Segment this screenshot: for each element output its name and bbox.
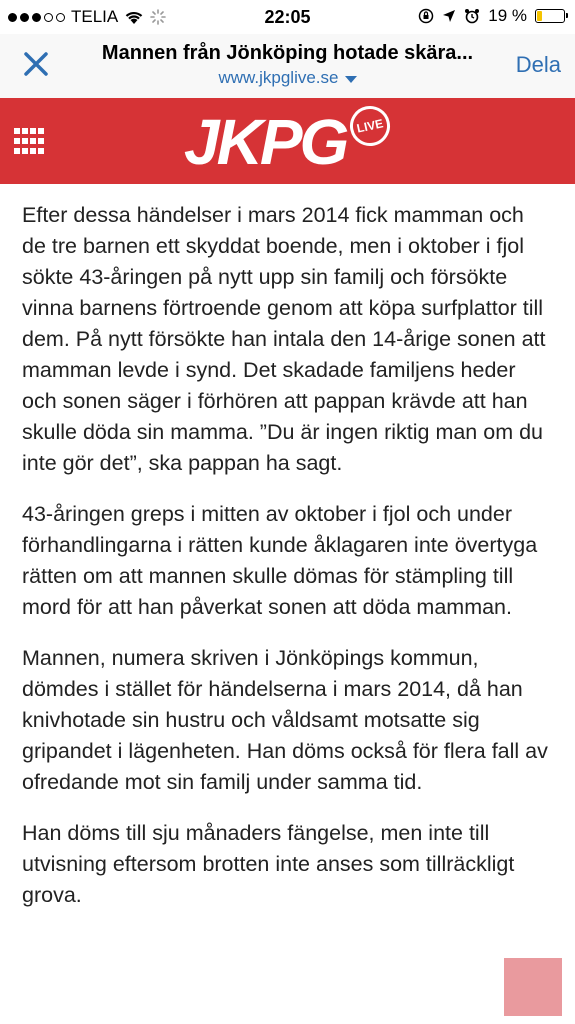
battery-percent: 19 % — [488, 6, 527, 25]
site-logo[interactable]: JKPG — [184, 106, 347, 178]
site-header — [0, 98, 575, 184]
floating-overlay-square[interactable] — [504, 958, 562, 1016]
status-right — [418, 6, 565, 26]
status-left — [8, 7, 166, 27]
url-button[interactable] — [80, 68, 495, 88]
url-label: www.jkpglive.se — [218, 68, 339, 87]
alarm-clock-icon — [464, 8, 480, 24]
status-time: 22:05 — [264, 7, 311, 27]
battery-icon — [535, 9, 565, 23]
logo-live-badge: LIVE — [346, 102, 393, 149]
rotation-lock-icon — [418, 8, 434, 24]
article-body — [0, 184, 575, 1024]
status-bar — [0, 0, 575, 34]
chevron-down-icon — [345, 76, 357, 83]
browser-nav-bar — [0, 34, 575, 98]
article-paragraph: Mannen, numera skriven i Jönköpings kommun, dömdes i stället för händelserna i mars 2014, då han knivhotade sin hustru och våldsamt motsatte sig gripandet i lägenheten. Han döms också för flera fall av ofredande mot sin familj under samma tid. — [22, 646, 548, 794]
carrier-label: TELIA — [71, 7, 119, 26]
battery-level — [537, 11, 542, 21]
menu-grid-icon[interactable] — [14, 128, 46, 156]
close-icon[interactable] — [20, 48, 52, 80]
wifi-icon — [124, 9, 144, 25]
article-paragraph: Efter dessa händelser i mars 2014 fick mamman och de tre barnen ett skyddat boende, men i oktober i fjol sökte 43-åringen på nytt upp sin familj och försökte vinna barnens förtroende genom att köpa surfplattor till dem. På nytt försökte han intala den 14-årige sonen att mamman levde i synd. Det skadade familjens heder och sonen säger i förhören att pappan krävde att han skulle döda sin mamma. ”Du är ingen riktig man om du inte gör det”, ska pappan ha sagt. — [22, 203, 546, 475]
signal-strength-icon — [8, 13, 65, 22]
page-title: Mannen från Jönköping hotade skära... — [101, 42, 474, 64]
location-arrow-icon — [442, 9, 456, 23]
activity-spinner-icon — [150, 9, 166, 25]
article-paragraph: 43-åringen greps i mitten av oktober i fjol och under förhandlingarna i rätten kunde åklagaren inte övertyga rätten om att mannen skulle dömas för stämpling till mord för att han påverkat sonen att döda mamman. — [22, 502, 538, 619]
share-button[interactable]: Dela — [515, 52, 561, 77]
article-paragraph: Han döms till sju månaders fängelse, men inte till utvisning eftersom brotten inte anses som tillräckligt grova. — [22, 821, 515, 907]
